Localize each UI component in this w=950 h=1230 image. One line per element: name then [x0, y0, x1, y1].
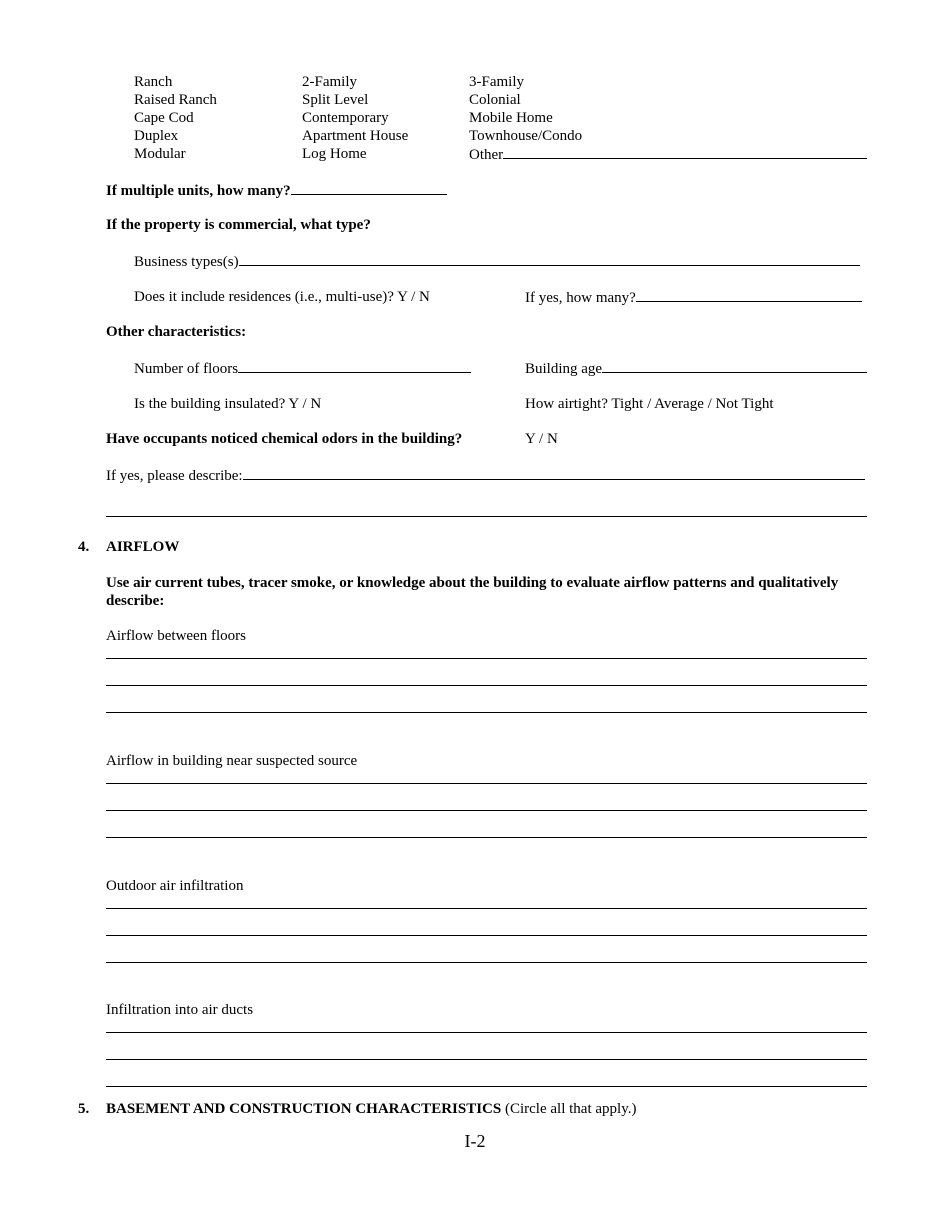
airflow-near-source-line-2[interactable]	[106, 810, 867, 811]
multi-use-how-many-field[interactable]	[636, 288, 862, 302]
duct-infiltration-line-2[interactable]	[106, 1059, 867, 1060]
duct-infiltration-line-1[interactable]	[106, 1032, 867, 1033]
floors-field[interactable]	[238, 359, 471, 373]
airtight-label: How airtight? Tight / Average / Not Tight	[525, 396, 774, 412]
type-mobile-home[interactable]: Mobile Home	[469, 110, 553, 126]
type-other-field[interactable]	[503, 145, 867, 159]
page-number: I-2	[464, 1131, 486, 1151]
duct-infiltration-label: Infiltration into air ducts	[106, 1002, 254, 1018]
multi-use-how-many-label: If yes, how many?	[525, 290, 636, 306]
business-types-row	[134, 252, 860, 271]
airflow-between-floors-line-2[interactable]	[106, 685, 867, 686]
airflow-near-source-label: Airflow in building near suspected source	[106, 753, 358, 769]
airflow-between-floors-label: Airflow between floors	[106, 628, 246, 644]
section4-instructions: Use air current tubes, tracer smoke, or knowledge about the building to evaluate airflow patterns and qualitatively describe:	[106, 575, 839, 609]
duct-infiltration-line-3[interactable]	[106, 1086, 867, 1087]
section4-title: AIRFLOW	[106, 539, 180, 555]
type-other[interactable]	[469, 145, 867, 164]
floors-row	[134, 359, 471, 378]
building-age-field[interactable]	[602, 359, 867, 373]
business-types-field[interactable]	[239, 252, 860, 266]
section4-number: 4.	[78, 539, 90, 555]
multiple-units-row	[106, 181, 447, 200]
describe-line-2[interactable]	[106, 516, 867, 517]
type-cape-cod[interactable]: Cape Cod	[134, 110, 194, 126]
outdoor-infiltration-line-3[interactable]	[106, 962, 867, 963]
describe-label: If yes, please describe:	[106, 468, 243, 484]
outdoor-infiltration-line-1[interactable]	[106, 908, 867, 909]
type-townhouse-condo[interactable]: Townhouse/Condo	[469, 128, 583, 144]
multiple-units-label: If multiple units, how many?	[106, 183, 291, 199]
section5-title: BASEMENT AND CONSTRUCTION CHARACTERISTICS	[106, 1101, 502, 1117]
section5-note: (Circle all that apply.)	[504, 1101, 637, 1117]
type-2-family[interactable]: 2-Family	[302, 74, 357, 90]
building-age-row	[525, 359, 867, 378]
type-apartment-house[interactable]: Apartment House	[302, 128, 409, 144]
airflow-near-source-line-3[interactable]	[106, 837, 867, 838]
section5-heading	[106, 1100, 636, 1118]
type-ranch[interactable]: Ranch	[134, 74, 173, 90]
building-age-label: Building age	[525, 361, 603, 377]
type-other-label: Other	[469, 147, 504, 163]
airflow-between-floors-line-3[interactable]	[106, 712, 867, 713]
airflow-between-floors-line-1[interactable]	[106, 658, 867, 659]
section5-number: 5.	[78, 1101, 90, 1117]
type-contemporary[interactable]: Contemporary	[302, 110, 389, 126]
type-modular[interactable]: Modular	[134, 146, 186, 162]
outdoor-infiltration-label: Outdoor air infiltration	[106, 878, 244, 894]
business-types-label: Business types(s)	[134, 254, 239, 270]
type-split-level[interactable]: Split Level	[302, 92, 369, 108]
multi-use-how-many-row	[525, 288, 862, 307]
multiple-units-field[interactable]	[291, 181, 447, 195]
floors-label: Number of floors	[134, 361, 239, 377]
odors-yn[interactable]: Y / N	[525, 431, 558, 447]
type-3-family[interactable]: 3-Family	[469, 74, 524, 90]
type-colonial[interactable]: Colonial	[469, 92, 521, 108]
type-duplex[interactable]: Duplex	[134, 128, 179, 144]
other-characteristics-label: Other characteristics:	[106, 324, 247, 340]
type-raised-ranch[interactable]: Raised Ranch	[134, 92, 217, 108]
describe-field[interactable]	[243, 466, 865, 480]
airflow-near-source-line-1[interactable]	[106, 783, 867, 784]
type-log-home[interactable]: Log Home	[302, 146, 367, 162]
insulated-label: Is the building insulated? Y / N	[134, 396, 322, 412]
outdoor-infiltration-line-2[interactable]	[106, 935, 867, 936]
multi-use-label: Does it include residences (i.e., multi-use)? Y / N	[134, 289, 430, 305]
describe-row	[106, 466, 865, 485]
commercial-label: If the property is commercial, what type?	[106, 217, 371, 233]
odors-label: Have occupants noticed chemical odors in the building?	[106, 431, 463, 447]
